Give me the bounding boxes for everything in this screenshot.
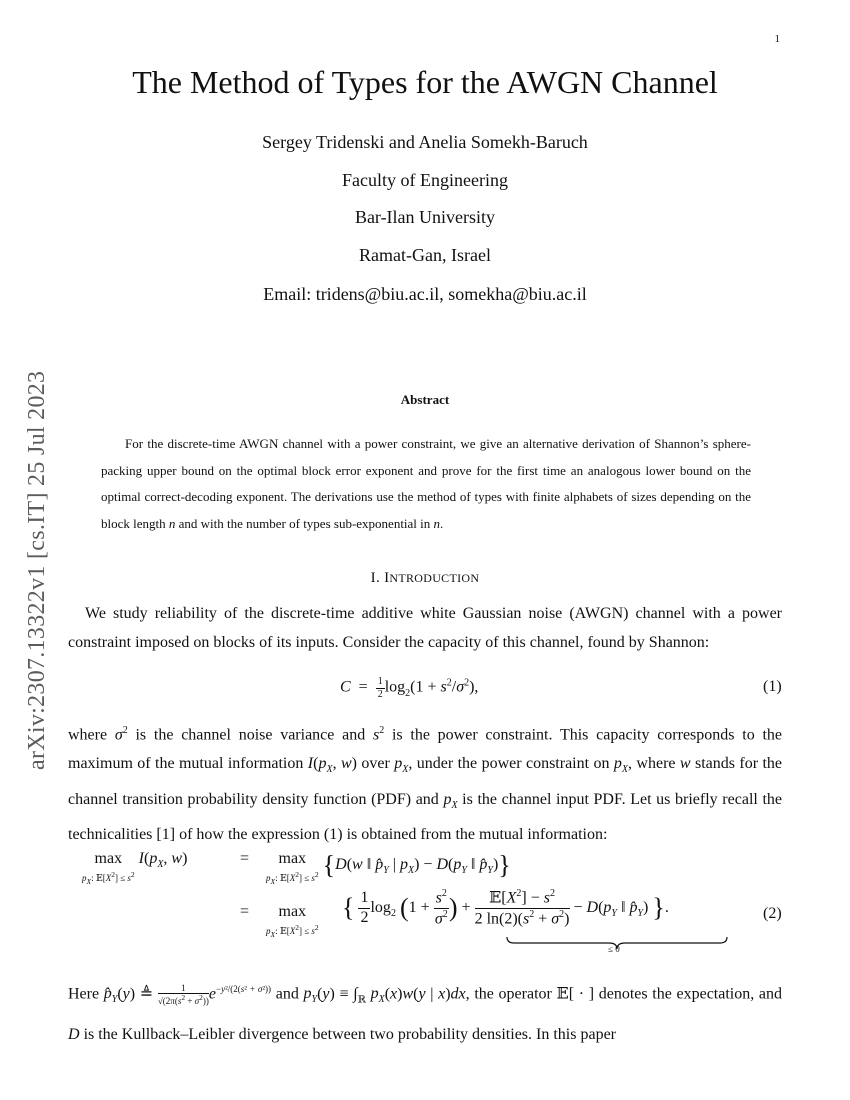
paper-title: The Method of Types for the AWGN Channel	[132, 64, 718, 100]
author-university: Bar-Ilan University	[354, 207, 496, 227]
underbrace-label: ≤ 0	[608, 944, 620, 954]
arxiv-identifier[interactable]: arXiv:2307.13322v1 [cs.IT] 25 Jul 2023	[24, 370, 50, 770]
abstract-text: For the discrete-time AWGN channel with a power constraint, we give an alternative derivation of Shannon’s sphere-packing upper bound on the optimal block error exponent and prove for the first time an analogous lower bound on the optimal correct-decoding exponent. The derivations use the method of types with finite alphabets of sizes depending on the block length n and with the number of types sub-exponential in n.	[101, 436, 751, 531]
author-names: Sergey Tridenski and Anelia Somekh-Baruch	[262, 132, 588, 152]
equation-1: C = $\frac{1}{2}$ $\log_2(1 + s^2/\sigma^2)$,	[340, 676, 479, 700]
equation-2-equals-2: =	[240, 903, 250, 920]
page-number: 1	[774, 33, 780, 45]
equation-2-number: (2)	[763, 905, 782, 922]
section-heading: I. INTRODUCTION	[370, 570, 480, 586]
equation-2-lhs: max $p_X$: $𝔼[X^2] \le s^2$ $I(p_X$, w)	[82, 850, 188, 886]
abstract-heading: Abstract	[400, 392, 450, 407]
intro-paragraph-1: We study reliability of the discrete-time additive white Gaussian noise (AWGN) channel with a power constraint imposed on blocks of its inputs. Consider the capacity of this channel, found by Shannon:	[68, 605, 782, 651]
author-faculty: Faculty of Engineering	[342, 170, 508, 190]
intro-paragraph-2: where $\sigma^2$ is the channel noise variance and $s^2$ is the power constraint. This capacity corresponds to the maximum of the mutual information $I(p_X$, w) over $p_X$, under the power constraint on $p_X$, where w stands for the channel transition probability density function (PDF) and $p_X$ is the channel input PDF. Let us briefly recall the technicalities [1] of how the expression (1) is obtained from the mutual information:	[68, 725, 783, 843]
author-email: Email: tridens@biu.ac.il, somekha@biu.ac.il	[263, 284, 587, 304]
equation-2-rhs-line-1: max $p_X$: $𝔼[X^2] \le s^2$ {D(w ‖ $p̂_Y$ | $p_X) - D(p_Y$ ‖ $p̂_Y$)}	[266, 850, 511, 886]
equation-2-rhs-line-2: max $p_X$: $𝔼[X^2] \le s^2$	[266, 903, 319, 939]
equation-2-equals-1: =	[240, 850, 250, 867]
equation-2-bracket-term: { $\frac{1}{2}$ $\log_2 (1$ + $\frac{s^2}{\sigma^2}$ ) + $\frac{𝔼[X^2] - s^2}{2 \ln(2)(s^2 + \sigma^2)}$ − $D(p_Y$ ‖ $p̂_Y$) }.	[342, 888, 669, 928]
equation-1-number: (1)	[763, 678, 782, 695]
author-location: Ramat-Gan, Israel	[359, 245, 491, 265]
intro-paragraph-3: Here $p̂_Y(y)$ ≜ $\frac{1}{√(2\pi(s^2 + \sigma^2))}$ $e^{-y^2/(2(s^2 + \sigma^2))}$ and $p_Y(y) \equiv \int_ℝ$ $p_X(x)w(y$ | x)dx, the operator 𝔼[ · ] denotes the expectation, and D is the Kullback–Leibler divergence between two probability densities. In this paper	[68, 982, 783, 1043]
